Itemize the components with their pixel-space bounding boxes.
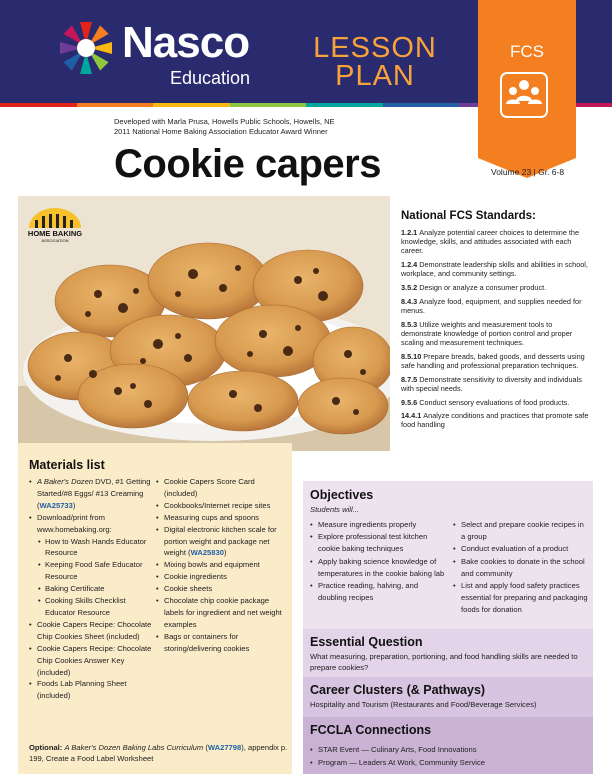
list-item: • Cookie Capers Recipe: Chocolate Chip Cookies Sheet (included) [29, 619, 153, 643]
career-clusters-heading: Career Clusters (& Pathways) [310, 683, 486, 697]
standard-text: Analyze potential career choices to determine the knowledge, skills, and attitudes associated with each career. [401, 228, 580, 256]
item-italic: A Baker's Dozen [37, 477, 94, 486]
item-text: DVD, #1 Getting Started/#8 Eggs/ #13 Creaming ( [37, 477, 151, 510]
list-item: • Program — Leaders At Work, Community Service [310, 756, 485, 769]
standard-item [401, 320, 593, 348]
list-item: • STAR Event — Culinary Arts, Food Innovations [310, 743, 485, 756]
list-item: • Conduct evaluation of a product [453, 543, 589, 555]
product-code-link[interactable]: WA27798 [207, 743, 242, 752]
people-group-icon [500, 72, 548, 118]
list-item: • Select and prepare cookie recipes in a group [453, 519, 589, 543]
item-text: ) [223, 548, 227, 558]
optional-text: ( [203, 743, 208, 752]
materials-column-1 [29, 476, 153, 702]
list-item: • Cookie Capers Recipe: Chocolate Chip Cookies Answer Key (included) [29, 643, 153, 679]
list-item: • Cookie ingredients [156, 571, 288, 583]
sub-list-item: • Cooking Skills Checklist Educator Resource [29, 595, 153, 619]
standard-item [401, 283, 593, 292]
standard-item [401, 411, 593, 429]
list-item: • Bake cookies to donate in the school and community [453, 556, 589, 580]
fccla-section [303, 717, 593, 774]
standard-text: Analyze food, equipment, and supplies needed for menus. [401, 296, 582, 315]
standard-code: 8.5.10 [401, 351, 422, 361]
brand-subtitle: Education [170, 68, 251, 88]
list-item: • Explore professional test kitchen cookie baking techniques [310, 531, 448, 555]
standard-code: 8.4.3 [401, 296, 418, 306]
materials-column-2 [156, 476, 288, 655]
standard-code: 3.5.2 [401, 283, 418, 293]
standard-text: Demonstrate sensitivity to diversity and individuals with special needs. [401, 374, 582, 393]
list-item [29, 476, 153, 512]
objectives-lead: Students will... [310, 505, 359, 514]
standard-item [401, 297, 593, 315]
list-item [156, 524, 288, 560]
fccla-list [310, 743, 485, 769]
lesson-plan-line1: LESSON [313, 32, 437, 64]
list-item: • Cookie sheets [156, 583, 288, 595]
sub-list-item: • Baking Certificate [29, 583, 153, 595]
standard-item [401, 398, 593, 407]
item-text: ) [72, 500, 76, 510]
essential-question-section [303, 629, 593, 677]
sub-list-item: • Keeping Food Safe Educator Resource [29, 559, 153, 583]
objectives-column-2 [453, 519, 589, 617]
objectives-section [303, 481, 593, 629]
standard-code: 8.7.5 [401, 374, 418, 384]
standard-text: Demonstrate leadership skills and abilities in school, workplace, and community settings. [401, 260, 588, 279]
standard-code: 9.5.6 [401, 397, 418, 407]
home-baking-association-logo [25, 206, 85, 244]
career-clusters-section [303, 677, 593, 717]
item-text: Download/print from www.homebaking.org: [37, 512, 112, 534]
credit-line2: 2011 National Home Baking Association Educator Award Winner [114, 126, 328, 136]
category-label: FCS [510, 42, 544, 61]
list-item: • Chocolate chip cookie package labels for ingredient and net weight examples [156, 595, 288, 631]
list-item: • Cookie Capers Score Card (included) [156, 476, 288, 500]
product-code-link[interactable]: WA25830 [190, 548, 224, 558]
standard-text: Design or analyze a consumer product. [419, 283, 547, 293]
standard-text: Analyze conditions and practices that promote safe food handling [401, 411, 589, 430]
objectives-column-1 [310, 519, 448, 604]
logo-text: HOME BAKING [27, 229, 83, 238]
item-text: Digital electronic kitchen scale for portion weight and package net weight ( [164, 524, 277, 558]
list-item: • List and apply food safety practices essential for preparing and packaging foods for donation [453, 580, 589, 617]
standard-code: 8.5.3 [401, 319, 418, 329]
lesson-plan-line2: PLAN [335, 60, 415, 92]
standard-item [401, 375, 593, 393]
volume-grade: Volume 23 | Gr. 6-8 [491, 167, 565, 177]
essential-question-heading: Essential Question [310, 635, 423, 649]
standard-text: Prepare breads, baked goods, and desserts using safe handling and professional preparation techniques. [401, 351, 585, 370]
sub-list-item: • How to Wash Hands Educator Resource [29, 536, 153, 560]
nasco-star-logo-icon [56, 18, 116, 78]
optional-note [29, 742, 293, 765]
standard-code: 1.2.1 [401, 228, 418, 237]
materials-heading: Materials list [29, 458, 105, 472]
standard-code: 1.2.4 [401, 260, 418, 270]
credit-block [114, 117, 394, 136]
list-item [29, 512, 153, 536]
credit-line1: Developed with Marla Prusa, Howells Public Schools, Howells, NE [114, 117, 335, 126]
product-code-link[interactable]: WA25733 [39, 500, 73, 510]
standard-text: Utilize weights and measurement tools to demonstrate knowledge of portion control and proper scaling and measurement techniques. [401, 319, 573, 348]
lesson-plan-label [310, 34, 440, 90]
standard-item [401, 260, 593, 278]
optional-italic: A Baker's Dozen Baking Labs Curriculum [64, 743, 204, 752]
list-item: • Bags or containers for storing/delivering cookies [156, 631, 288, 655]
standards-section [401, 210, 593, 434]
list-item: • Mixing bowls and equipment [156, 559, 288, 571]
standard-item [401, 352, 593, 370]
objectives-heading: Objectives [310, 488, 374, 502]
logo-subtext: ASSOCIATION [41, 238, 69, 243]
standard-code: 14.4.1 [401, 411, 422, 421]
standard-item [401, 228, 593, 256]
brand-name: Nasco [122, 18, 250, 67]
materials-section [18, 443, 292, 774]
list-item: • Foods Lab Planning Sheet (included) [29, 678, 153, 702]
page-title: Cookie capers [114, 142, 381, 186]
standard-text: Conduct sensory evaluations of food products. [419, 397, 570, 407]
essential-question-text: What measuring, preparation, portioning, and food handling skills are needed to prepare cookies? [310, 652, 578, 672]
optional-text: ), appendix p. 199, Create a Food Label Worksheet [29, 743, 288, 764]
standards-heading: National FCS Standards: [401, 210, 536, 222]
list-item: • Practice reading, halving, and doubling recipes [310, 580, 448, 604]
list-item: • Cookbooks/Internet recipe sites [156, 500, 288, 512]
career-clusters-text: Hospitality and Tourism (Restaurants and Food/Beverage Services) [310, 700, 537, 709]
standards-list [401, 228, 593, 430]
list-item: • Measure ingredients properly [310, 519, 448, 531]
fccla-heading: FCCLA Connections [310, 723, 432, 737]
list-item: • Measuring cups and spoons [156, 512, 288, 524]
list-item: • Apply baking science knowledge of temperatures in the cookie baking lab [310, 556, 448, 580]
optional-label: Optional: [29, 743, 63, 752]
